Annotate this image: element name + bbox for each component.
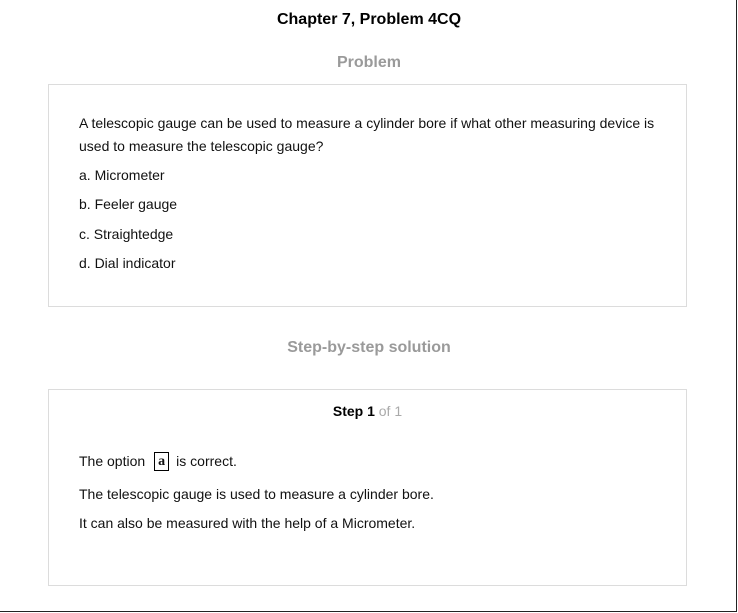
question-text: A telescopic gauge can be used to measure a cylinder bore if what other measuring device is used to measure the telescopic gauge?: [79, 115, 655, 154]
option-c: c. Straightedge: [79, 226, 174, 242]
option-b: b. Feeler gauge: [79, 196, 178, 212]
step-count: of 1: [378, 403, 403, 419]
solution-line-1: The telescopic gauge is used to measure a cylinder bore.: [79, 486, 434, 502]
step-header: [49, 403, 686, 419]
answer-line: [79, 451, 237, 470]
step-label: Step 1: [332, 403, 375, 419]
answer-prefix: The option: [79, 452, 146, 469]
solution-heading: Step-by-step solution: [287, 339, 451, 356]
answer-suffix: is correct.: [176, 452, 237, 469]
answer-letter-box: a: [154, 452, 169, 471]
problem-card: [48, 84, 687, 307]
option-a: a. Micrometer: [79, 167, 165, 183]
problem-heading: Problem: [336, 54, 401, 71]
solution-line-2: It can also be measured with the help of a Micrometer.: [79, 515, 416, 531]
page-title: Chapter 7, Problem 4CQ: [276, 11, 462, 28]
option-d: d. Dial indicator: [79, 255, 176, 271]
solution-card: [48, 389, 687, 586]
